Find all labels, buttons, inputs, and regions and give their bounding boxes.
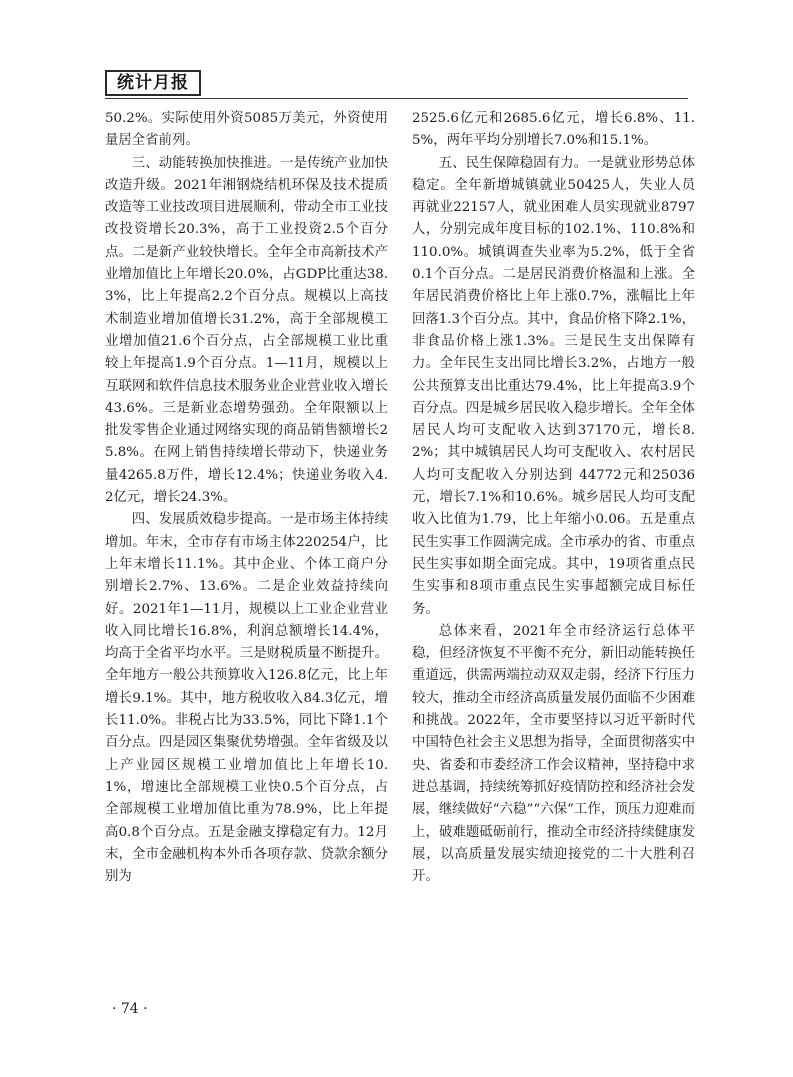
paragraph: 四、发展质效稳步提高。一是市场主体持续增加。年末，全市存有市场主体220254户，比上年末增长11.1%。其中企业、个体工商户分别增长2.7%、13.6%。二是企业效益持续向好。2021年1—11月，规模以上工业企业营业收入同比增长16.8%，利润总额增长14.4%，均高于全省平均水平。三是财税质量不断提升。全年地方一般公共预算收入126.8亿元，比上年增长9.1%。其中，地方税收收入84.3亿元，增长11.0%。非税占比为33.5%，同比下降1.1个百分点。四是园区集聚优势增强。全年省级及以上产业园区规模工业增加值比上年增长10.1%，增速比全部规模工业快0.5个百分点，占全部规模工业增加值比重为78.9%，比上年提高0.8个百分点。五是金融支撑稳定有力。12月末，全市金融机构本外币各项存款、贷款余额分别为 xyxy=(105,512,388,885)
journal-title: 统计月报 xyxy=(105,70,201,96)
header-divider xyxy=(105,98,688,99)
paragraph: 三、动能转换加快推进。一是传统产业加快改造升级。2021年湘钢烧结机环保及技术提质改造等工业技改项目进展顺利，带动全市工业技改投资增长20.3%，高于工业投资2.5个百分点。二是新产业较快增长。全年全市高新技术产业增加值比上年增长20.0%，占GDP比重达38.3%，比上年提高2.2个百分点。规模以上高技术制造业增加值增长31.2%，高于全部规模工业增加值21.6个百分点，占全部规模工业比重较上年提高1.9个百分点。1—11月，规模以上互联网和软件信息技术服务业企业营业收入增长43.6%。三是新业态增势强劲。全年限额以上批发零售企业通过网络实现的商品销售额增长25.8%。在网上销售持续增长带动下，快递业务量4265.8万件，增长12.4%；快递业务收入4.2亿元，增长24.3%。 xyxy=(105,155,388,506)
paragraph: 50.2%。实际使用外资5085万美元，外资使用量居全省前列。 xyxy=(105,111,388,149)
page-header xyxy=(105,66,688,100)
left-column xyxy=(105,108,388,888)
paragraph: 2525.6亿元和2685.6亿元，增长6.8%、11.5%，两年平均分别增长7.0%和15.1%。 xyxy=(412,111,695,149)
right-column xyxy=(412,108,695,888)
page-number: · 74 · xyxy=(112,1001,148,1017)
paragraph: 五、民生保障稳固有力。一是就业形势总体稳定。全年新增城镇就业50425人，失业人员再就业22157人，就业困难人员实现就业8797人，分别完成年度目标的102.1%、110.8%和110.0%。城镇调查失业率为5.2%，低于全省0.1个百分点。二是居民消费价格温和上涨。全年居民消费价格比上年上涨0.7%，涨幅比上年回落1.3个百分点。其中，食品价格下降2.1%，非食品价格上涨1.3%。三是民生支出保障有力。全年民生支出同比增长3.2%，占地方一般公共预算支出比重达79.4%，比上年提高3.9个百分点。四是城乡居民收入稳步增长。全年全体居民人均可支配收入达到37170元，增长8.2%；其中城镇居民人均可支配收入、农村居民人均可支配收入分别达到 44772元和25036元，增长7.1%和10.6%。城乡居民人均可支配收入比值为1.79，比上年缩小0.06。五是重点民生实事工作圆满完成。全市承办的省、市重点民生实事如期全面完成。其中，19项省重点民生实事和8项市重点民生实事超额完成目标任务。 xyxy=(412,155,695,617)
paragraph: 总体来看，2021年全市经济运行总体平稳，但经济恢复不平衡不充分，新旧动能转换任重道远，供需两端拉动双双走弱，经济下行压力较大，推动全市经济高质量发展仍面临不少困难和挑战。2022年，全市要坚持以习近平新时代中国特色社会主义思想为指导，全面贯彻落实中央、省委和市委经济工作会议精神，坚持稳中求进总基调，持续统筹抓好疫情防控和经济社会发展，继续做好“六稳”“六保”工作，顶压力迎难而上，破难题砥砺前行，推动全市经济持续健康发展，以高质量发展实绩迎接党的二十大胜利召开。 xyxy=(412,623,695,885)
